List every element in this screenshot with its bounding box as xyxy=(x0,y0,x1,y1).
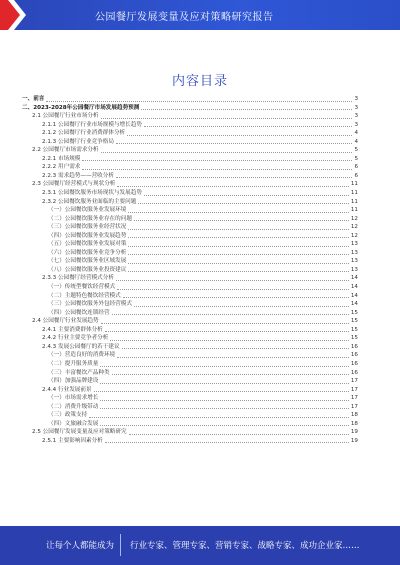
toc-entry-label: 2.4.1 主要消费群体分析 xyxy=(42,326,103,333)
toc-entry[interactable] xyxy=(22,300,358,309)
footer-slogan-left: 让每个人都能成为 xyxy=(46,541,115,551)
toc-entry-page: 16 xyxy=(350,369,358,376)
toc-leader-dots xyxy=(144,194,349,196)
toc-leader-dots xyxy=(141,108,352,110)
toc-entry-page: 14 xyxy=(350,284,358,291)
toc-entry-page: 14 xyxy=(350,301,358,308)
toc-entry[interactable] xyxy=(22,377,358,386)
toc-entry-page: 14 xyxy=(350,275,358,282)
footer-slogan-right: 行业专家、管理专家、营销专家、战略专家、成功企业家…… xyxy=(130,541,360,551)
toc-entry-page: 3 xyxy=(354,121,358,128)
toc-entry[interactable] xyxy=(22,198,358,207)
toc-entry[interactable] xyxy=(22,129,358,138)
toc-leader-dots xyxy=(117,356,349,358)
toc-leader-dots xyxy=(127,134,352,136)
toc-leader-dots xyxy=(105,330,349,332)
toc-leader-dots xyxy=(117,288,349,290)
toc-leader-dots xyxy=(46,100,352,102)
toc-entry[interactable] xyxy=(22,428,358,437)
toc-entry-label: （八）公园餐饮服务业投资建议 xyxy=(48,266,127,273)
toc-entry-label: 2.1.1 公园餐厅行业市场规模与增长趋势 xyxy=(42,121,142,128)
toc-entry[interactable] xyxy=(22,343,358,352)
toc-entry[interactable] xyxy=(22,232,358,241)
toc-entry-page: 15 xyxy=(350,318,358,325)
toc-entry-page: 15 xyxy=(350,335,358,342)
toc-leader-dots xyxy=(112,373,349,375)
toc-leader-dots xyxy=(82,159,352,161)
toc-entry-label: 2.3.1 公园餐饮服务市场现状与发展趋势 xyxy=(42,190,142,197)
toc-entry-label: （二）公园餐饮服务业存在的问题 xyxy=(48,215,132,222)
toc-leader-dots xyxy=(128,253,349,255)
toc-entry-page: 6 xyxy=(354,172,358,179)
toc-entry-page: 11 xyxy=(350,190,358,197)
toc-leader-dots xyxy=(129,433,349,435)
toc-entry-label: （七）公园餐饮服务业区域发展 xyxy=(48,258,127,265)
toc-entry-label: （四）公园餐饮服务业发展趋势 xyxy=(48,232,127,239)
toc-leader-dots xyxy=(128,245,349,247)
toc-entry-label: 2.5.1 主要影响因素分析 xyxy=(42,437,103,444)
toc-leader-dots xyxy=(134,305,349,307)
toc-entry[interactable] xyxy=(22,172,358,181)
toc-entry[interactable] xyxy=(22,121,358,130)
report-title: 公园餐厅发展变量及应对策略研究报告 xyxy=(95,12,274,23)
toc-entry[interactable] xyxy=(22,437,358,446)
toc-entry-page: 18 xyxy=(350,412,358,419)
toc-entry[interactable] xyxy=(22,334,358,343)
toc-leader-dots xyxy=(100,365,349,367)
toc-entry-label: （四）公园餐饮连锁经营 xyxy=(48,309,110,316)
toc-leader-dots xyxy=(116,176,352,178)
toc-entry[interactable] xyxy=(22,274,358,283)
toc-leader-dots xyxy=(101,151,353,153)
toc-entry-label: 2.2.3 需求趋势——营收分析 xyxy=(42,172,114,179)
toc-leader-dots xyxy=(122,347,349,349)
report-header-bar xyxy=(0,0,400,30)
toc-entry[interactable] xyxy=(22,146,358,155)
toc-entry-label: （二）主题特色餐饮经营模式 xyxy=(48,292,121,299)
toc-leader-dots xyxy=(100,382,349,384)
toc-entry-label: 2.1.2 公园餐厅行业消费群体分析 xyxy=(42,130,126,137)
toc-leader-dots xyxy=(116,279,349,281)
toc-title: 内容目录 xyxy=(171,74,228,89)
toc-entry-label: （一）营造良好的消费环境 xyxy=(48,352,116,359)
toc-entry-page: 11 xyxy=(350,198,358,205)
toc-entry-label: （二）消费升级带动 xyxy=(48,403,99,410)
toc-entry[interactable] xyxy=(22,317,358,326)
toc-entry-page: 6 xyxy=(354,164,358,171)
toc-entry[interactable] xyxy=(22,309,358,318)
toc-leader-dots xyxy=(134,219,349,221)
toc-entry-label: 2.2.1 市场规模 xyxy=(42,155,81,162)
toc-leader-dots xyxy=(138,202,349,204)
toc-leader-dots xyxy=(123,296,349,298)
toc-leader-dots xyxy=(110,339,349,341)
toc-entry-label: （三）公园餐饮服务业经营状况 xyxy=(48,224,127,231)
toc-entry-label: （一）市场需求增长 xyxy=(48,395,99,402)
toc-entry[interactable] xyxy=(22,351,358,360)
toc-entry-label: 2.3.3 公园餐厅经营模式分析 xyxy=(42,275,114,282)
toc-entry-page: 3 xyxy=(354,96,358,102)
toc-entry[interactable] xyxy=(22,163,358,172)
toc-entry-page: 13 xyxy=(350,241,358,248)
toc-entry[interactable] xyxy=(22,420,358,429)
toc-entry[interactable] xyxy=(22,112,358,121)
toc-leader-dots xyxy=(128,262,349,264)
toc-leader-dots xyxy=(82,168,352,170)
toc-leader-dots xyxy=(117,185,348,187)
toc-entry-page: 13 xyxy=(350,249,358,256)
toc-entry-page: 17 xyxy=(350,378,358,385)
toc-leader-dots xyxy=(100,407,349,409)
header-chevron-icon xyxy=(0,0,34,30)
toc-entry-page: 13 xyxy=(350,266,358,273)
toc-entry-page: 4 xyxy=(354,130,358,137)
toc-leader-dots xyxy=(128,228,349,230)
toc-leader-dots xyxy=(128,236,349,238)
toc-entry-label: 2.4.2 行业主要竞争者分析 xyxy=(42,335,109,342)
toc-entry-label: （三）政策支持 xyxy=(48,412,88,419)
toc-entry-label: 2.4.3 发展公园餐厅的若干建议 xyxy=(42,343,120,350)
toc-entry[interactable] xyxy=(22,360,358,369)
toc-entry[interactable] xyxy=(22,206,358,215)
toc-entry-page: 17 xyxy=(350,386,358,393)
toc-entry-page: 5 xyxy=(354,155,358,162)
toc-entry[interactable] xyxy=(22,138,358,147)
toc-entry[interactable] xyxy=(22,266,358,275)
toc-entry[interactable] xyxy=(22,104,358,113)
footer-bar xyxy=(0,526,400,565)
toc-entry[interactable] xyxy=(22,215,358,224)
toc-entry-page: 17 xyxy=(350,395,358,402)
toc-leader-dots xyxy=(128,270,349,272)
toc-entry-label: （五）公园餐饮服务业发展对策 xyxy=(48,241,127,248)
toc-entry-page: 13 xyxy=(350,258,358,265)
toc-entry-label: （四）加强品牌建设 xyxy=(48,378,99,385)
toc-entry-page: 11 xyxy=(350,181,358,188)
toc-entry[interactable] xyxy=(22,292,358,301)
toc-leader-dots xyxy=(100,399,349,401)
toc-entry-label: 2.5 公园餐厅发展变量及应对策略研究 xyxy=(32,429,127,436)
toc-entry-label: 一、前言 xyxy=(22,96,45,102)
toc-entry-label: 2.3.2 公园餐饮服务业面临的主要问题 xyxy=(42,198,137,205)
toc-entry-page: 3 xyxy=(354,104,358,111)
toc-entry[interactable] xyxy=(22,257,358,266)
footer-divider xyxy=(120,534,121,556)
toc-entry-label: （一）传统型餐饮经营模式 xyxy=(48,284,116,291)
toc-leader-dots xyxy=(116,142,352,144)
toc-leader-dots xyxy=(100,424,349,426)
toc-entry[interactable] xyxy=(22,386,358,395)
toc-entry-label: 2.1.3 公园餐厅行业竞争格局 xyxy=(42,138,114,145)
toc-entry-page: 15 xyxy=(350,309,358,316)
toc-leader-dots xyxy=(144,125,353,127)
toc-entry[interactable] xyxy=(22,223,358,232)
toc-entry-page: 16 xyxy=(350,343,358,350)
toc-entry-page: 19 xyxy=(350,429,358,436)
toc-entry-label: 2.4 公园餐厅行业发展趋势 xyxy=(32,318,99,325)
toc-leader-dots xyxy=(94,390,349,392)
toc-entry-label: 二、2023-2028年公园餐厅市场发展趋势预测 xyxy=(22,104,140,111)
toc-entry-label: 2.2.2 用户需求 xyxy=(42,164,81,171)
toc-entry[interactable] xyxy=(22,249,358,258)
toc-entry-page: 15 xyxy=(350,326,358,333)
toc-entry-page: 4 xyxy=(354,138,358,145)
toc-entry-page: 12 xyxy=(350,215,358,222)
toc-entry-label: （二）提升服务质量 xyxy=(48,360,99,367)
toc-entry-label: 2.3 公园餐厅经营模式与现状分析 xyxy=(32,181,116,188)
toc-entry-page: 18 xyxy=(350,420,358,427)
toc-entry-page: 5 xyxy=(354,147,358,154)
toc-entry[interactable] xyxy=(22,95,358,104)
toc-entry-page: 3 xyxy=(354,113,358,120)
toc-entry-page: 17 xyxy=(350,403,358,410)
toc-entry-page: 12 xyxy=(350,224,358,231)
toc-entry[interactable] xyxy=(22,326,358,335)
toc-entry-label: （四）文旅融合发展 xyxy=(48,420,99,427)
toc-entry[interactable] xyxy=(22,411,358,420)
toc-entry[interactable] xyxy=(22,189,358,198)
toc-entry[interactable] xyxy=(22,180,358,189)
table-of-contents xyxy=(22,95,358,445)
toc-entry[interactable] xyxy=(22,394,358,403)
toc-leader-dots xyxy=(89,416,349,418)
toc-entry-label: 2.4.4 行业发展前景 xyxy=(42,386,92,393)
toc-entry-page: 16 xyxy=(350,352,358,359)
toc-entry-page: 14 xyxy=(350,292,358,299)
toc-leader-dots xyxy=(128,211,349,213)
toc-entry[interactable] xyxy=(22,283,358,292)
toc-entry-label: 2.2 公园餐厅市场需求分析 xyxy=(32,147,99,154)
toc-entry-label: （一）公园餐饮服务业发展环境 xyxy=(48,207,127,214)
toc-leader-dots xyxy=(105,441,349,443)
toc-entry-label: （三）公园餐饮服务外包经营模式 xyxy=(48,301,132,308)
toc-entry-page: 19 xyxy=(350,437,358,444)
toc-entry-label: 2.1 公园餐厅行业市场分析 xyxy=(32,113,99,120)
toc-leader-dots xyxy=(101,117,353,119)
toc-entry[interactable] xyxy=(22,369,358,378)
toc-entry[interactable] xyxy=(22,240,358,249)
toc-leader-dots xyxy=(101,322,349,324)
toc-entry-page: 16 xyxy=(350,360,358,367)
toc-entry-label: （三）丰富餐饮产品种类 xyxy=(48,369,110,376)
toc-entry[interactable] xyxy=(22,155,358,164)
toc-leader-dots xyxy=(112,313,349,315)
toc-entry-page: 11 xyxy=(350,207,358,214)
toc-entry[interactable] xyxy=(22,403,358,412)
toc-entry-label: （六）公园餐饮服务业竞争分析 xyxy=(48,249,127,256)
toc-entry-page: 12 xyxy=(350,232,358,239)
